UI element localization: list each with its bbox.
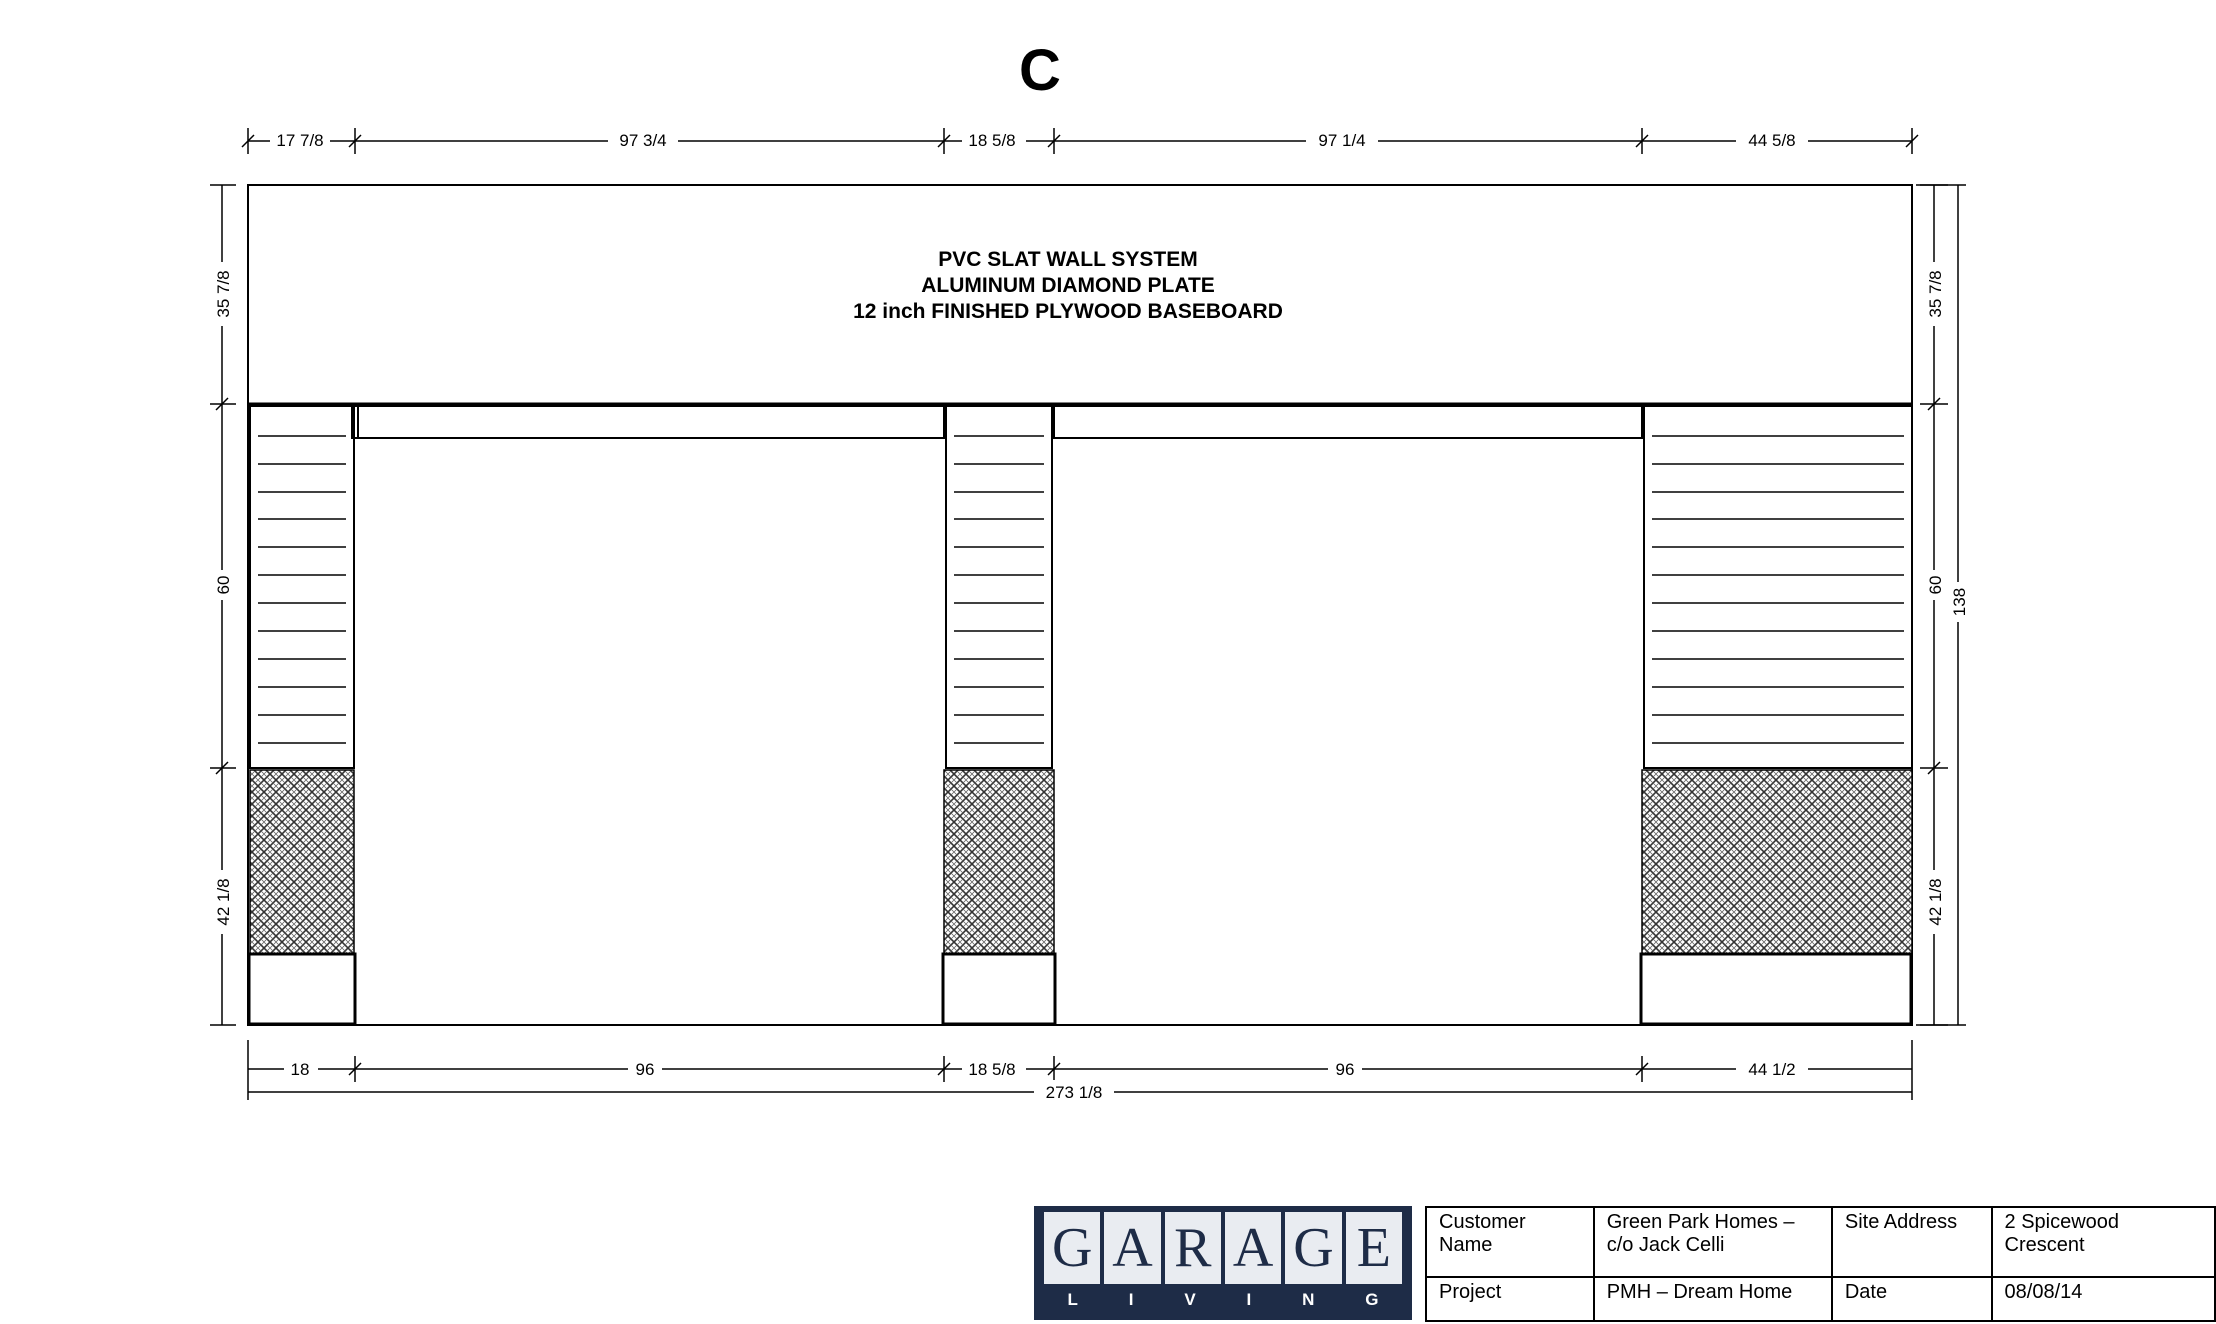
logo-sub-letter: I xyxy=(1128,1290,1134,1309)
logo-letter: A xyxy=(1104,1212,1160,1284)
door-header-right xyxy=(1054,406,1642,438)
door-header-left xyxy=(352,406,944,438)
diamond-plate-left xyxy=(250,770,354,954)
logo-letter: E xyxy=(1346,1212,1402,1284)
bottom-dim-2: 96 xyxy=(635,1060,655,1079)
baseboard-middle xyxy=(943,954,1055,1024)
note-diamond-plate: ALUMINUM DIAMOND PLATE xyxy=(921,274,1215,297)
top-dim-1: 17 7/8 xyxy=(276,131,324,150)
logo-sub-letter: V xyxy=(1184,1290,1196,1309)
note-slat-wall: PVC SLAT WALL SYSTEM xyxy=(938,248,1198,271)
garage-living-logo xyxy=(1034,1206,1412,1320)
bottom-dim-3: 18 5/8 xyxy=(968,1060,1016,1079)
diamond-plate-right xyxy=(1642,770,1912,954)
slat-lines-left xyxy=(258,436,346,743)
logo-sub-letter: N xyxy=(1302,1290,1315,1309)
top-dimension-string xyxy=(242,128,1918,154)
logo-letter: R xyxy=(1165,1212,1221,1284)
pier-left xyxy=(249,406,355,1024)
elevation-label: C xyxy=(1019,38,1061,103)
right-dim-2: 60 xyxy=(1926,575,1945,595)
title-block xyxy=(1425,1206,2216,1322)
project-value: PMH – Dream Home xyxy=(1594,1277,1832,1321)
customer-name-value: Green Park Homes – c/o Jack Celli xyxy=(1594,1207,1832,1277)
overall-width-dim: 273 1/8 xyxy=(1045,1083,1103,1102)
left-dim-1: 35 7/8 xyxy=(214,270,233,318)
logo-letter: A xyxy=(1225,1212,1281,1284)
left-dim-3: 42 1/8 xyxy=(214,878,233,926)
date-label: Date xyxy=(1832,1277,1992,1321)
baseboard-right xyxy=(1641,954,1911,1024)
note-baseboard: 12 inch FINISHED PLYWOOD BASEBOARD xyxy=(853,300,1283,323)
overall-height-dim: 138 xyxy=(1950,587,1969,617)
customer-name-label: Customer Name xyxy=(1426,1207,1594,1277)
top-dim-2: 97 3/4 xyxy=(619,131,667,150)
slat-panel-left xyxy=(250,406,354,768)
pier-right xyxy=(1641,406,1912,1024)
bottom-dim-1: 18 xyxy=(290,1060,310,1079)
bottom-dim-5: 44 1/2 xyxy=(1748,1060,1796,1079)
logo-sub-letter: G xyxy=(1365,1290,1379,1309)
diamond-plate-middle xyxy=(944,770,1054,954)
site-address-value: 2 Spicewood Crescent xyxy=(1992,1207,2215,1277)
top-dim-5: 44 5/8 xyxy=(1748,131,1796,150)
logo-letter: G xyxy=(1285,1212,1341,1284)
project-label: Project xyxy=(1426,1277,1594,1321)
date-value: 08/08/14 xyxy=(1992,1277,2215,1321)
slat-panel-right xyxy=(1644,406,1912,768)
logo-letter: G xyxy=(1044,1212,1100,1284)
right-dim-1: 35 7/8 xyxy=(1926,270,1945,318)
logo-wordmark xyxy=(1042,1212,1404,1284)
slat-panel-middle xyxy=(946,406,1052,768)
left-dim-2: 60 xyxy=(214,575,233,595)
pier-middle xyxy=(943,406,1055,1024)
slat-lines-middle xyxy=(954,436,1044,743)
top-dim-4: 97 1/4 xyxy=(1318,131,1366,150)
baseboard-left xyxy=(249,954,355,1024)
right-dim-3: 42 1/8 xyxy=(1926,878,1945,926)
logo-sub-letter: L xyxy=(1067,1290,1078,1309)
slat-lines-right xyxy=(1652,436,1904,743)
top-dim-3: 18 5/8 xyxy=(968,131,1016,150)
site-address-label: Site Address xyxy=(1832,1207,1992,1277)
bottom-dim-4: 96 xyxy=(1335,1060,1355,1079)
logo-sub-letter: I xyxy=(1246,1290,1252,1309)
logo-subtext xyxy=(1042,1290,1404,1314)
